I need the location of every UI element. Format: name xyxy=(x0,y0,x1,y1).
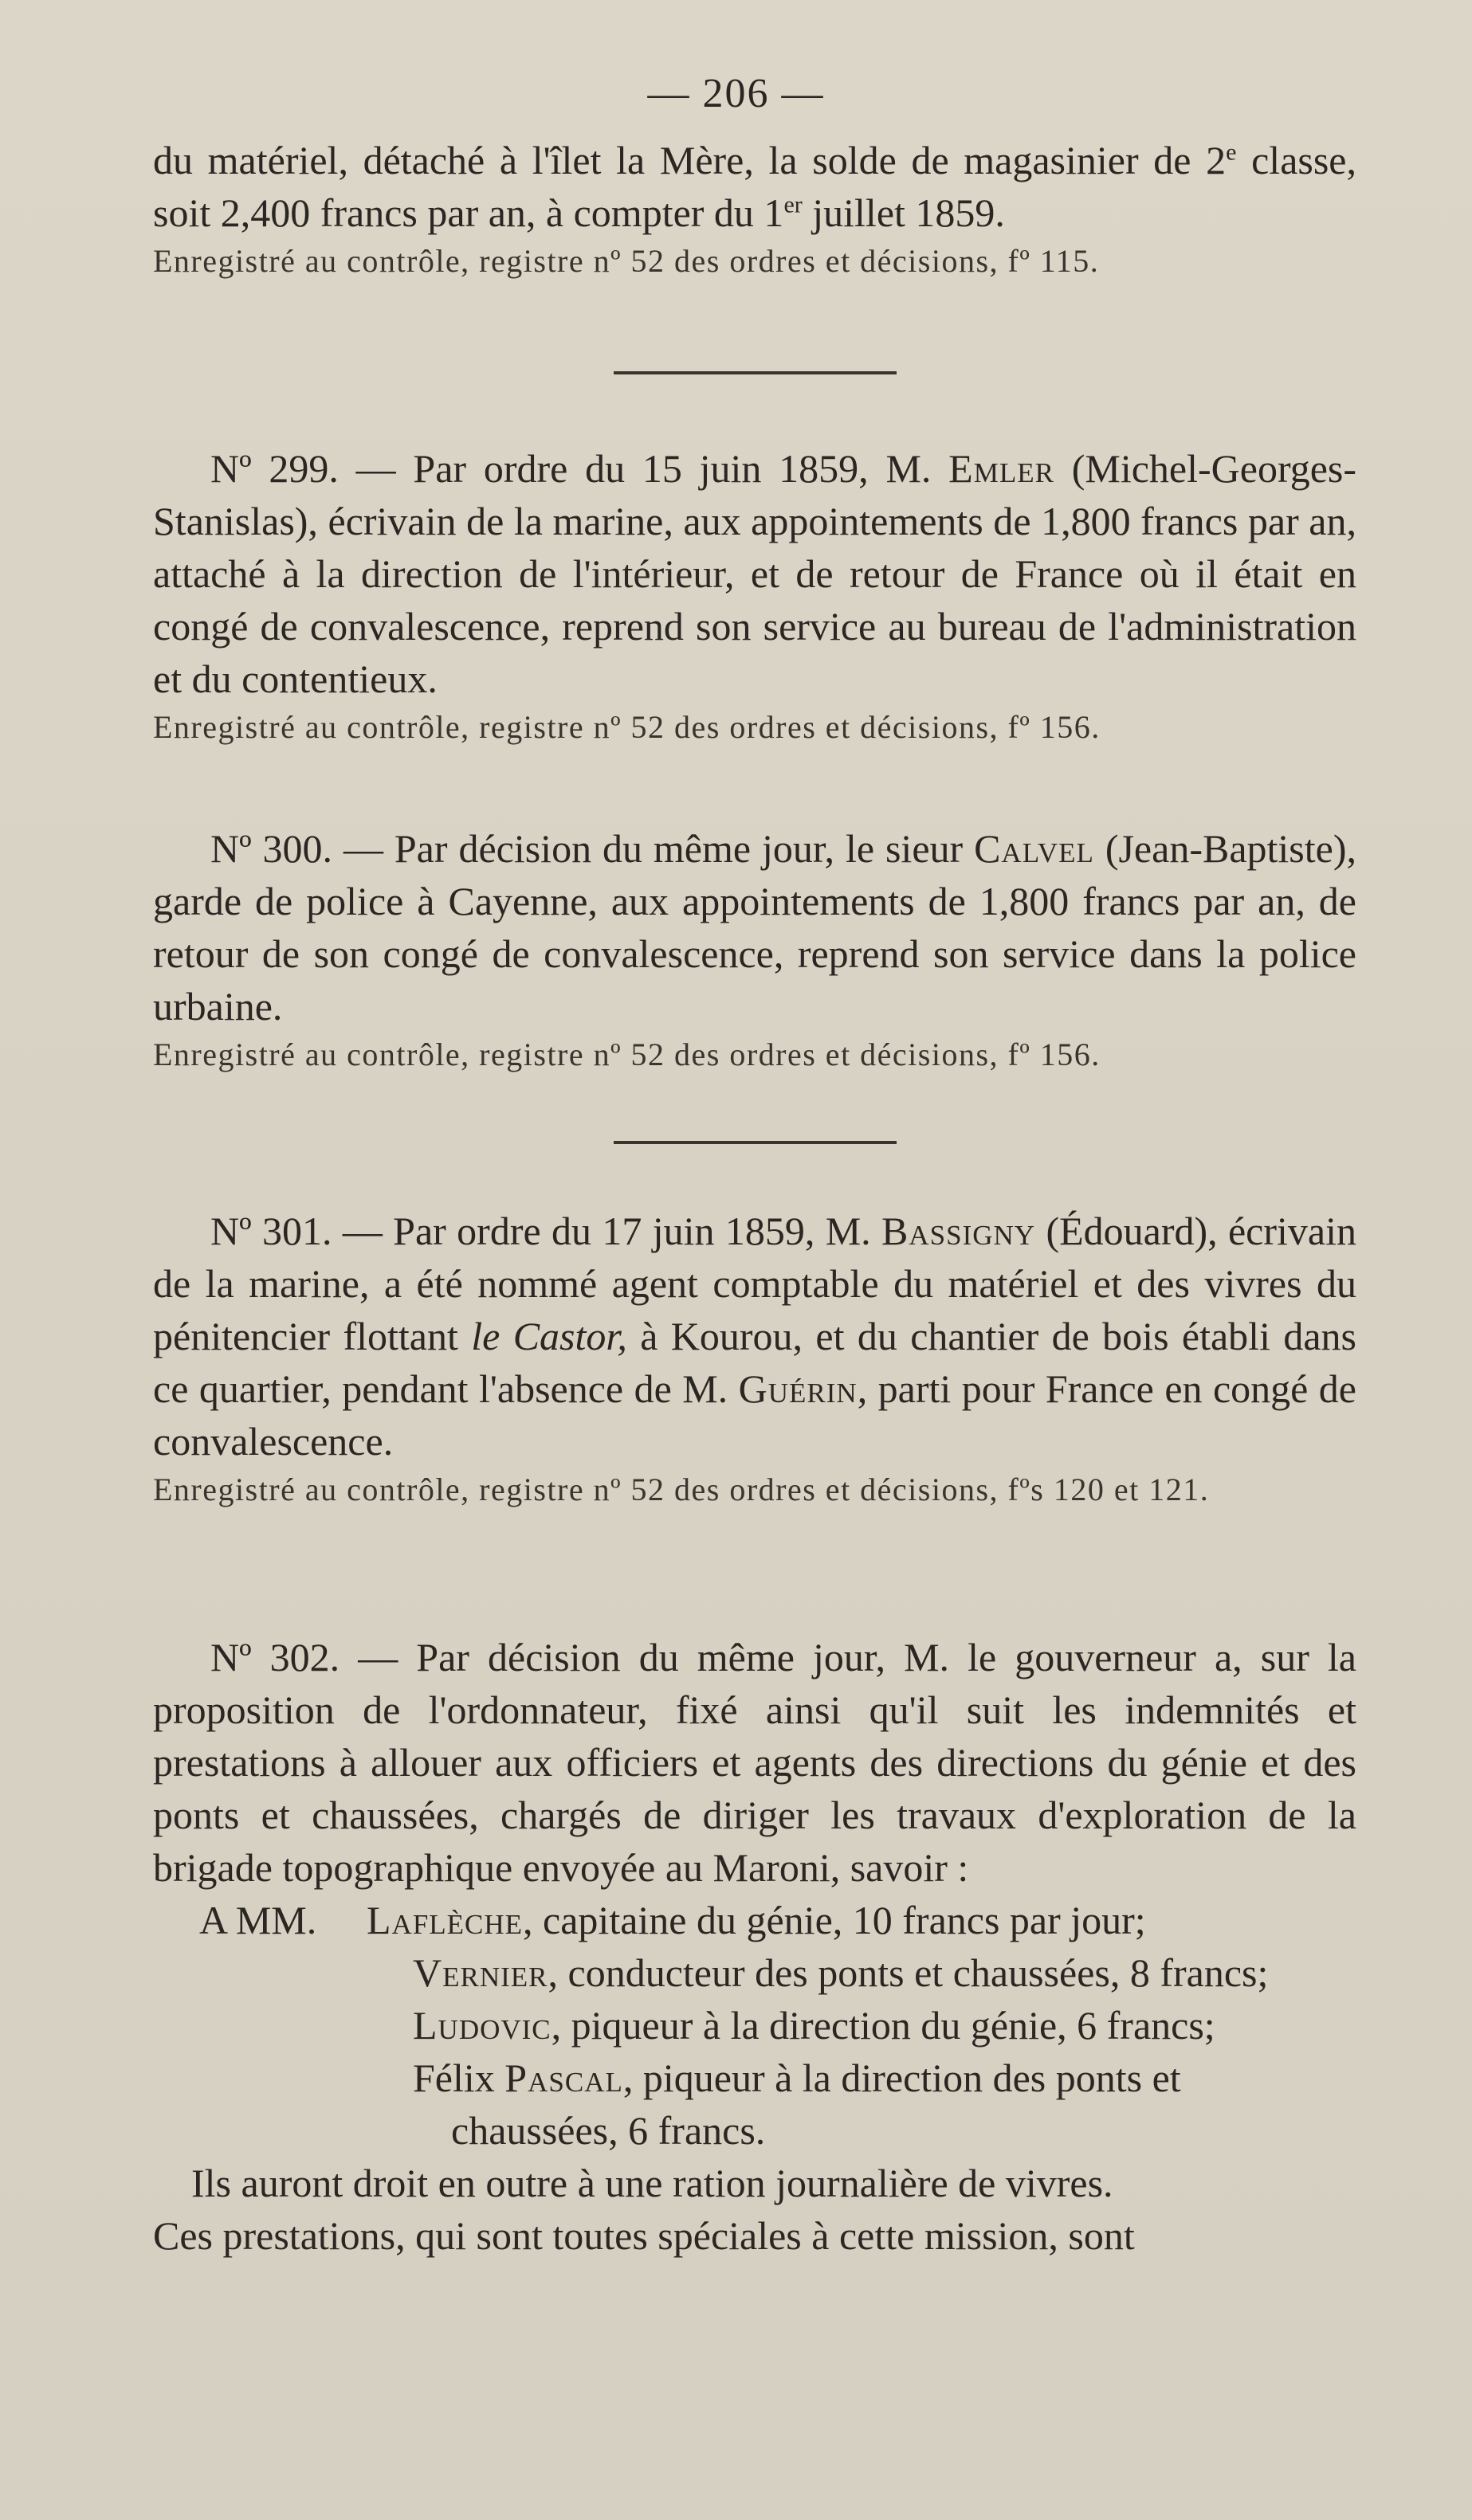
closing-text: Ces prestations, qui sont toutes spéciales à cette mission, sont xyxy=(153,2213,1135,2258)
person-name: Ludovic xyxy=(413,2003,552,2048)
entry-text: Nº 299. — Par ordre du 15 juin 1859, M. Emler (Michel-Georges-Stanislas), écrivain de la marine, aux appointements de 1,800 francs par an, attaché à la direction de l'intérieur, et de retour de France où il était en congé de convalescence, reprend son service au bureau de l'administration et du contentieux. xyxy=(153,446,1356,701)
person-name: Laflèche xyxy=(367,1898,524,1942)
intro-block xyxy=(153,134,1356,284)
person-name: Calvel xyxy=(974,826,1094,871)
entry-300 xyxy=(153,822,1356,1077)
entry-299 xyxy=(153,442,1356,750)
entry-text: Nº 301. — Par ordre du 17 juin 1859, M. Bassigny (Édouard), écrivain de la marine, a été nommé agent comptable du matériel et des vivres du pénitencier flottant le Castor, à Kourou, et du chantier de bois établi dans ce quartier, pendant l'absence de M. Guérin, parti pour France en congé de convalescence. xyxy=(153,1209,1356,1464)
person-name: Emler xyxy=(948,446,1054,491)
entry-302 xyxy=(153,1631,1356,2262)
section-divider xyxy=(614,1141,897,1144)
person-name: Pascal xyxy=(504,2056,623,2100)
ship-name: le Castor, xyxy=(471,1314,627,1358)
section-divider xyxy=(614,371,897,374)
registration-note: Enregistré au contrôle, registre nº 52 des ordres et décisions, fº 156. xyxy=(153,709,1101,745)
page-number: — 206 — xyxy=(647,71,825,116)
registration-note: Enregistré au contrôle, registre nº 52 des ordres et décisions, fºs 120 et 121. xyxy=(153,1472,1210,1507)
allowance-row: Ludovic, piqueur à la direction du génie, 6 francs; xyxy=(413,2003,1215,2048)
allowance-row-continuation: chaussées, 6 francs. xyxy=(451,2108,766,2153)
person-name: Vernier xyxy=(413,1950,548,1995)
entry-301 xyxy=(153,1205,1356,1512)
intro-text: du matériel, détaché à l'îlet la Mère, la solde de magasinier de 2e classe, soit 2,400 francs par an, à compter du 1er juillet 1859. xyxy=(153,138,1357,235)
allowance-row: Félix Pascal, piqueur à la direction des ponts et xyxy=(413,2056,1181,2100)
person-name: Bassigny xyxy=(881,1209,1036,1253)
entry-text: Nº 302. — Par décision du même jour, M. le gouverneur a, sur la proposition de l'ordonnateur, fixé ainsi qu'il suit les indemnités et prestations à allouer aux officiers et agents des directions du génie et des ponts et chaussées, chargés de diriger les travaux d'exploration de la brigade topographique envoyée au Maroni, savoir : xyxy=(153,1635,1356,1890)
entry-text: Nº 300. — Par décision du même jour, le sieur Calvel (Jean-Baptiste), garde de police à Cayenne, aux appointements de 1,800 francs par an, de retour de son congé de convalescence, reprend son service dans la police urbaine. xyxy=(153,826,1356,1029)
person-name: Guérin xyxy=(738,1366,858,1411)
registration-note: Enregistré au contrôle, registre nº 52 des ordres et décisions, fº 115. xyxy=(153,243,1100,279)
closing-text: Ils auront droit en outre à une ration journalière de vivres. xyxy=(191,2161,1113,2205)
allowance-row: A MM. Laflèche, capitaine du génie, 10 francs par jour; xyxy=(199,1898,1146,1942)
registration-note: Enregistré au contrôle, registre nº 52 des ordres et décisions, fº 156. xyxy=(153,1037,1101,1072)
allowance-row: Vernier, conducteur des ponts et chaussées, 8 francs; xyxy=(413,1950,1269,1995)
